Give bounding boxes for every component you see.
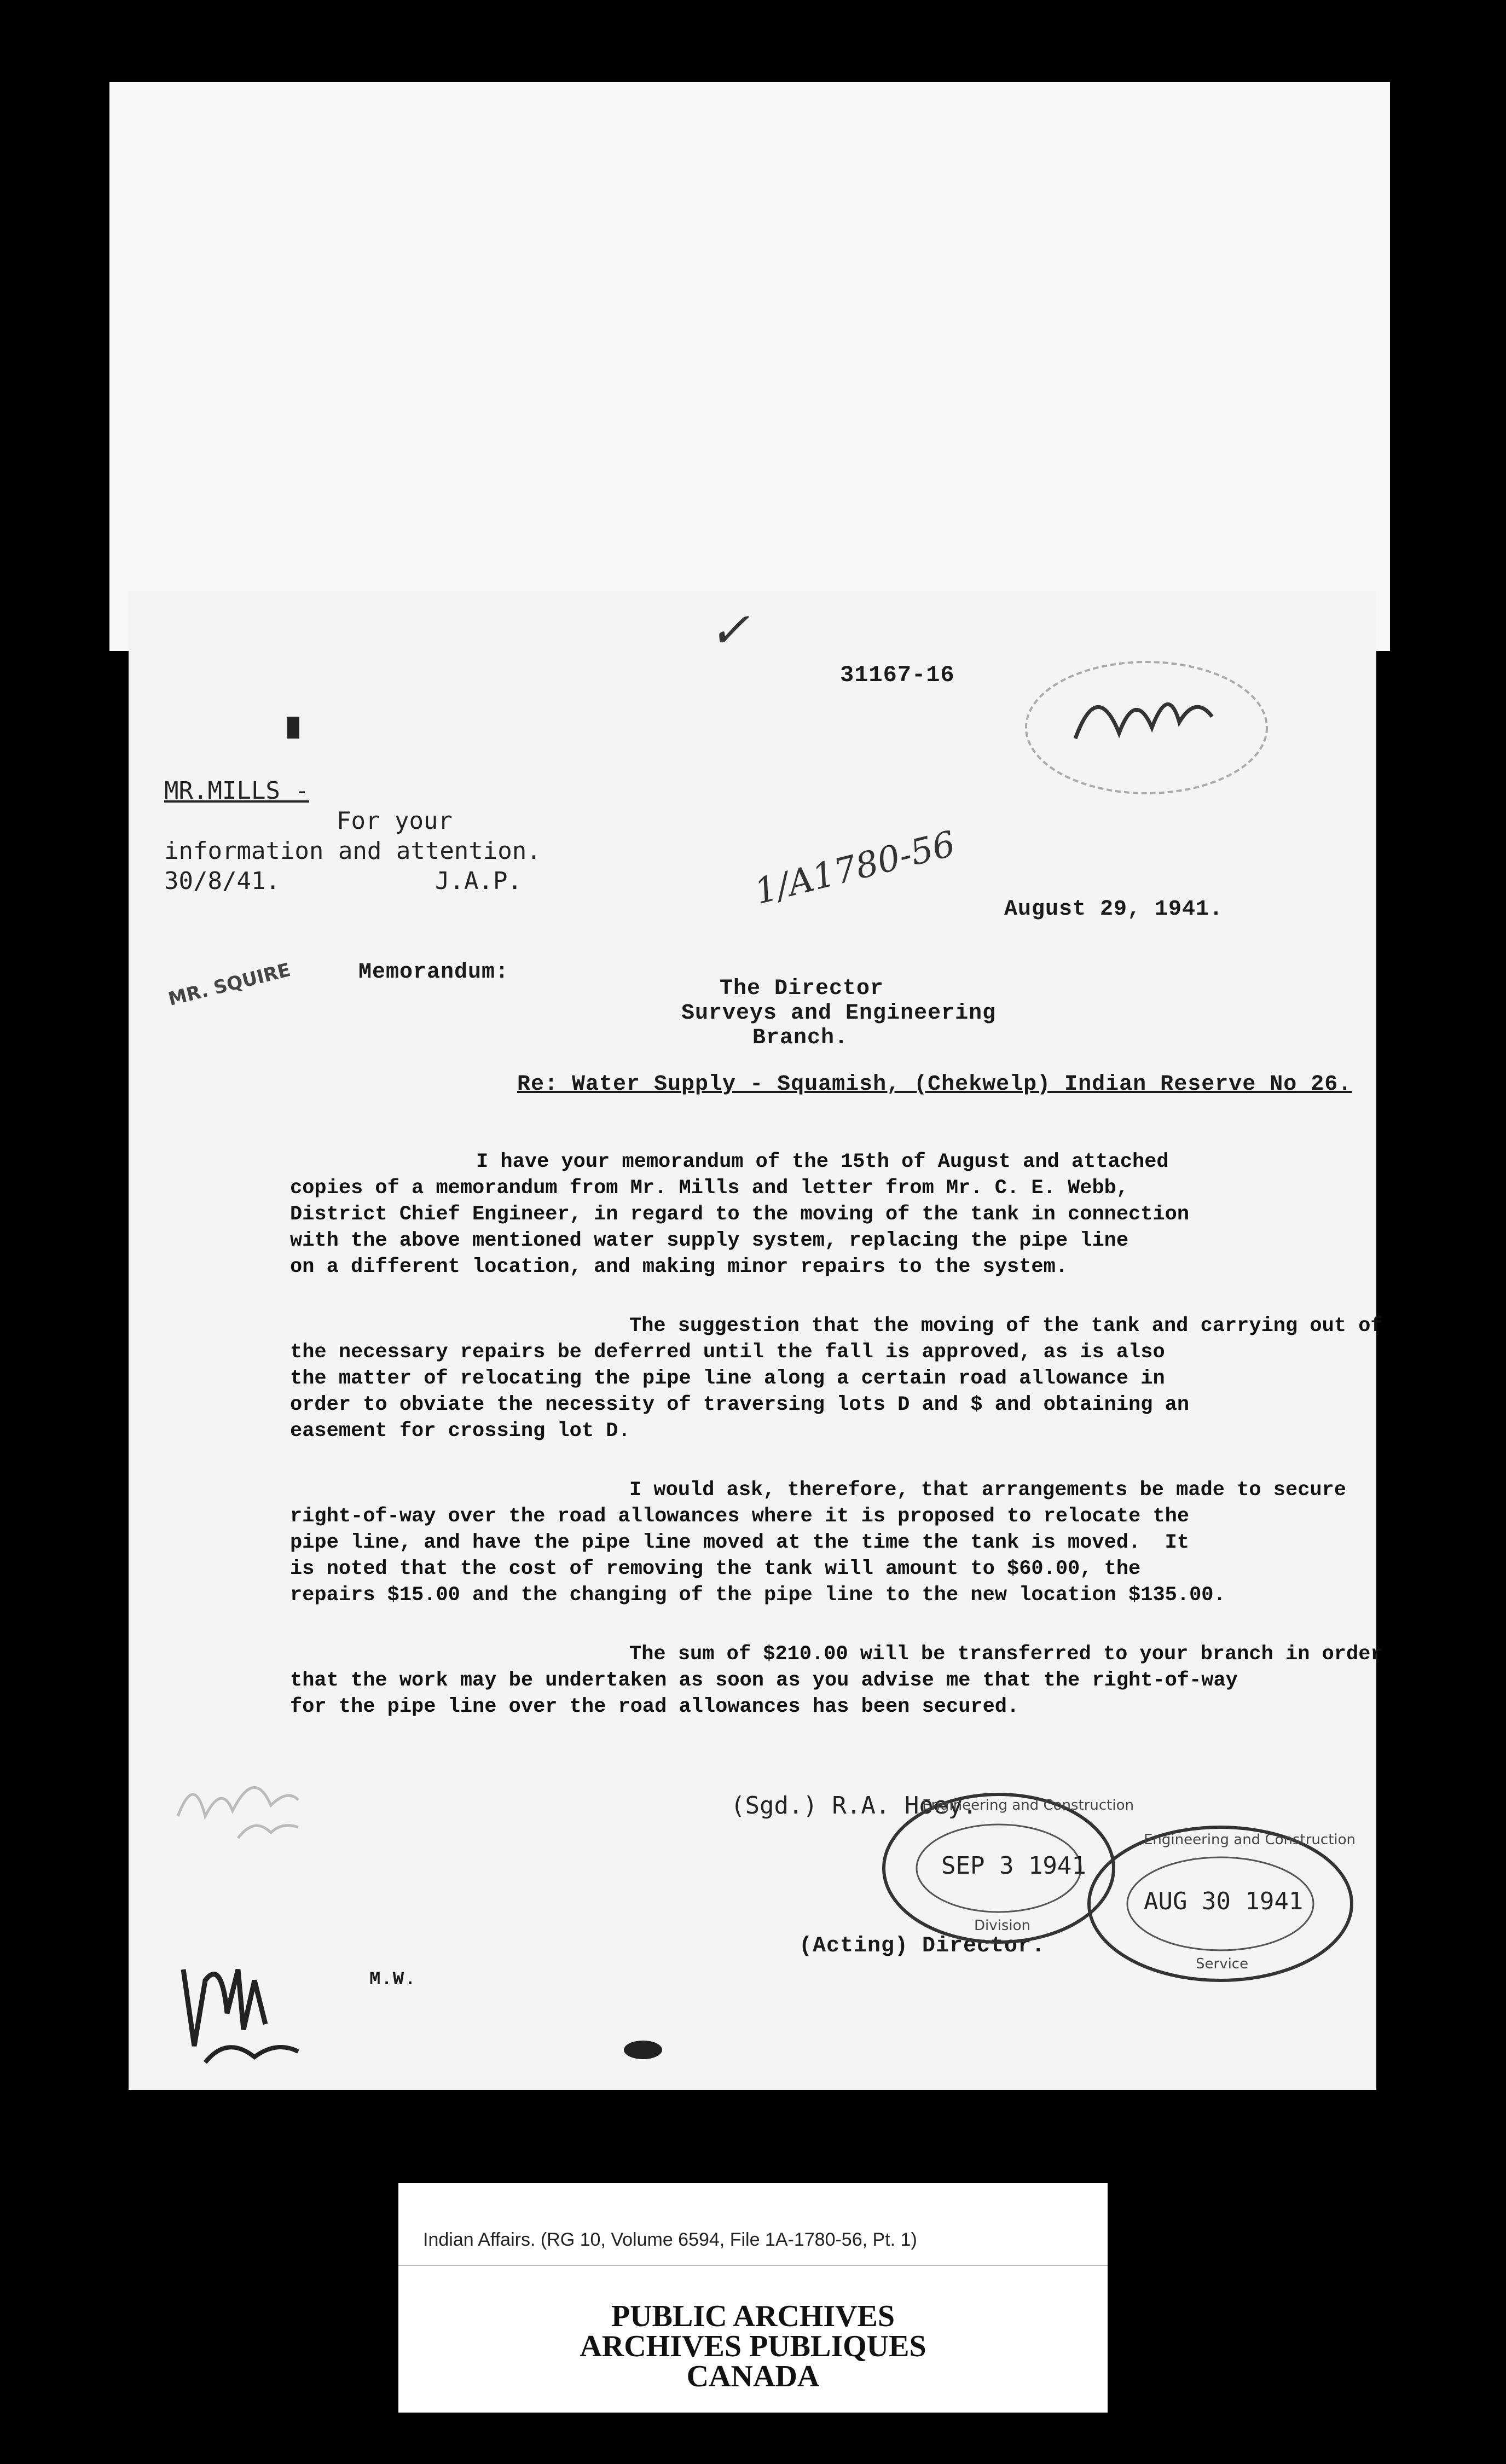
routing-addressee: MR.MILLS - [164, 777, 309, 805]
faint-margin-handwriting-icon [172, 1751, 304, 1849]
received-stamp-icon [1015, 646, 1278, 810]
memo-subject: Re: Water Supply - Squamish, (Chekwelp) Indian Reserve No 26. [517, 1072, 1352, 1097]
recipient-line-2: Surveys and Engineering [681, 1001, 997, 1026]
memo-label: Memorandum: [358, 960, 509, 985]
routing-line-2: information and attention. [164, 837, 541, 865]
caption-divider [398, 2265, 1108, 2266]
archive-reference: Indian Affairs. (RG 10, Volume 6594, File 1A-1780-56, Pt. 1) [423, 2229, 917, 2250]
file-number: 31167-16 [840, 662, 955, 688]
recipient-line-3: Branch. [752, 1026, 849, 1050]
archives-line-2: ARCHIVES PUBLIQUES [580, 2329, 926, 2363]
memo-date: August 29, 1941. [1004, 897, 1224, 922]
paragraph-4: The sum of $210.00 will be transferred to your branch in order that the work may be undertaken as soon as you advise me that the right-of-way for the pipe line over the road allowances has been secured. [290, 1643, 1383, 1718]
archives-line-3: CANADA [686, 2360, 820, 2393]
archive-caption-box [398, 2183, 1108, 2413]
ink-smudge [624, 2041, 662, 2059]
paragraph-2: The suggestion that the moving of the tank and carrying out of the necessary repairs be deferred until the fall is approved, as is also the matter of relocating the pipe line along a certain road allowance in order to obviate the necessity of traversing lots D and $ and obtaining an easement for crossing lot D. [290, 1315, 1383, 1443]
archives-line-1: PUBLIC ARCHIVES [611, 2299, 895, 2333]
recipient-line-1: The Director [720, 977, 884, 1001]
signature-title: (Acting) Director. [799, 1934, 1046, 1959]
routing-initials: J.A.P. [435, 867, 522, 895]
routing-date: 30/8/41. [164, 867, 280, 895]
paragraph-3: I would ask, therefore, that arrangements be made to secure right-of-way over the road allowances where it is proposed to relocate the pipe line, and have the pipe line moved at the time the tank is moved. It is noted that the cost of removing the tank will amount to $60.00, the repairs $15.00 and the changing of the pipe line to the new location $135.00. [290, 1479, 1347, 1607]
check-mark: ✓ [709, 602, 750, 659]
punch-mark [287, 717, 299, 739]
date-stamp-sep: Engineering and Construction SEP 3 1941 Division [878, 1789, 1119, 1948]
signature: (Sgd.) R.A. Hoey. [731, 1792, 977, 1820]
routing-line-1: For your [337, 807, 453, 835]
handwritten-initials-icon [172, 1948, 315, 2079]
date-stamp-aug: Engineering and Construction AUG 30 1941 Service [1084, 1822, 1357, 1986]
margin-name-stamp: MR. SQUIRE [166, 958, 293, 1011]
top-paper-sheet [109, 82, 1390, 651]
typist-initials: M.W. [369, 1969, 416, 1990]
paragraph-1: I have your memorandum of the 15th of August and attached copies of a memorandum from Mr. Mills and letter from Mr. C. E. Webb, District Chief Engineer, in regard to the moving of the tank in connection with the above mentioned water supply system, replacing the pipe line on a different location, and making minor repairs to the system. [290, 1150, 1190, 1279]
memo-sheet [129, 591, 1383, 2090]
handwritten-file-ref: 1/A1780-56 [750, 823, 959, 913]
